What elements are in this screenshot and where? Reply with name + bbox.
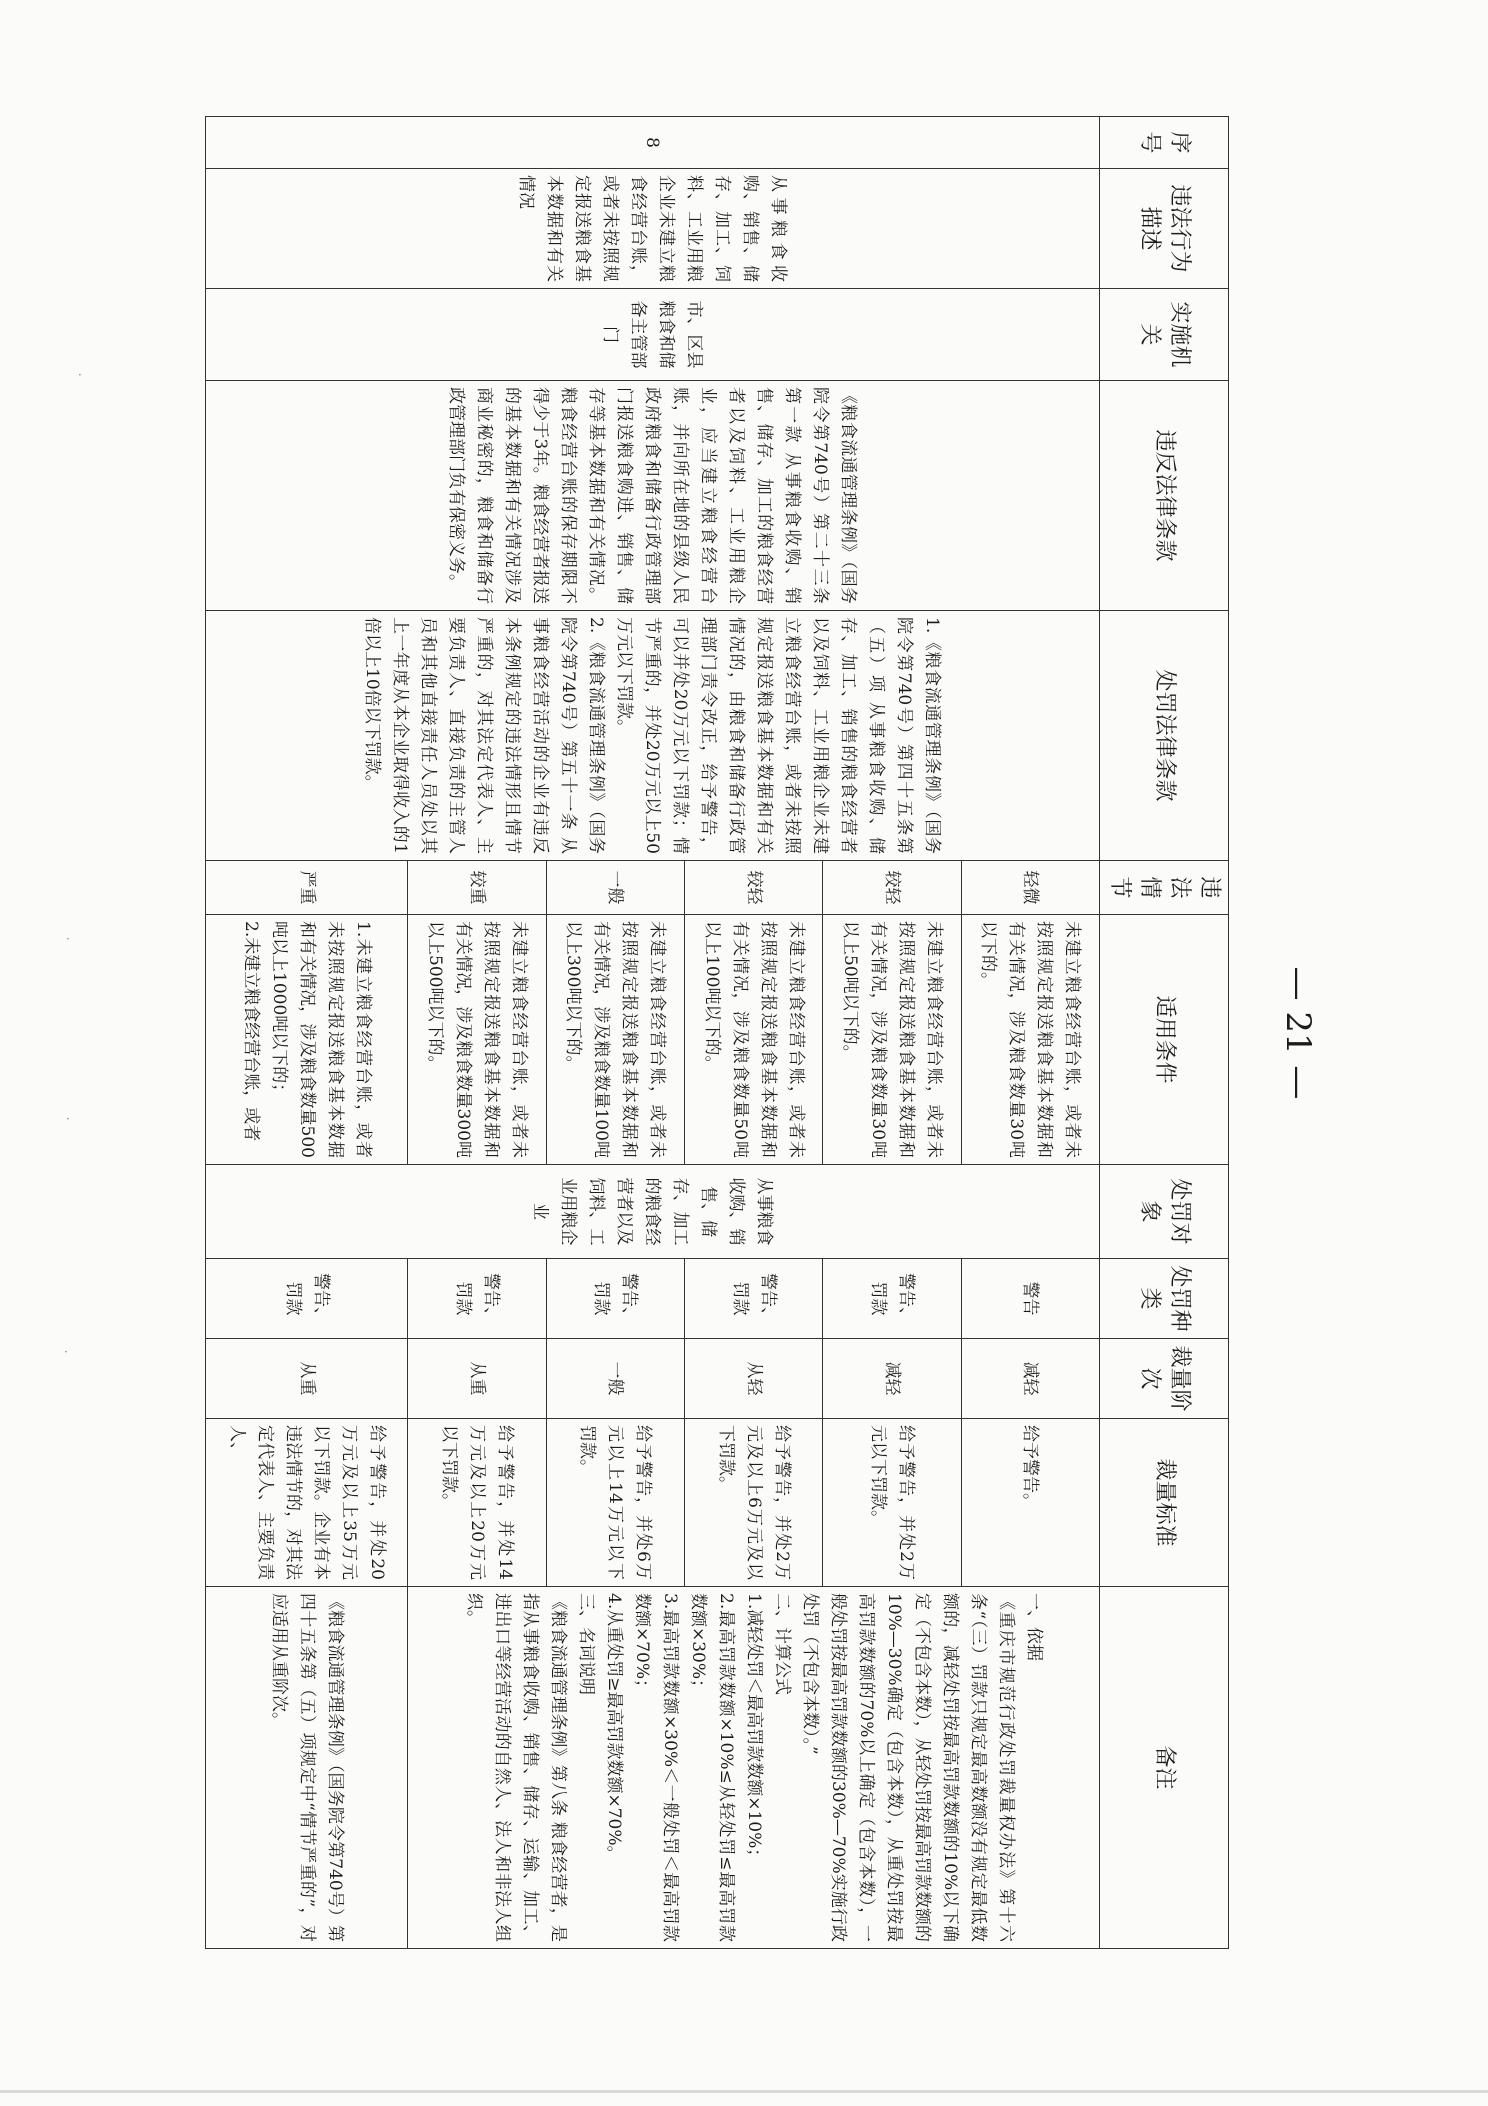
penalty-clause-text: 1.《粮食流通管理条例》（国务院令第740号）第四十五条第（五）项 从事粮食收购、储存、加工、销售的粮食经营者以及饲料、工业用粮企业未建立粮食经营台账，或者未按照规定报送粮食基本数据和有关情况的，由粮食和储备行政管理部门责令改正，给予警告，可以并处20万元以下罚款；情节严重的，并处20万元以上50万元以下罚款。 2.《粮食流通管理条例》（国务院令第740号）第五十一条 从事粮食经营活动的企业有违反本条例规定的违法情形且情节严重的，对其法定代表人、主要负责人、直接负责的主管人员和其他直接责任人员处以其上一年度从本企业取得收入的1倍以上10倍以下罚款。 — [362, 617, 943, 854]
header-row — [1100, 117, 1229, 1949]
cell-standard: 给予警告，并处2万元及以上6万元及以下罚款。 — [685, 1419, 823, 1587]
cell-condition — [206, 915, 408, 1165]
header-penalty-type: 处罚种类 — [1100, 1259, 1229, 1339]
scan-speck: · — [66, 1112, 70, 1126]
cell-seq: 8 — [206, 117, 1100, 169]
scan-speck: · — [64, 1345, 68, 1359]
header-seq: 序号 — [1100, 117, 1229, 169]
cell-agency: 市、区县粮食和储备主管部门 — [206, 289, 1100, 381]
page-number — [1268, 966, 1328, 1263]
scan-speck: · — [66, 932, 70, 946]
header-penalty-clause: 处罚法律条款 — [1100, 611, 1229, 861]
cell-circumstance: 轻微 — [961, 861, 1099, 915]
condition-text: 1.未建立粮食经营台账，或者未按照规定报送粮食基本数据和有关情况，涉及粮食数量500吨以上1000吨以下的； 2.未建立粮食经营台账，或者 — [240, 921, 373, 1158]
header-level: 裁量阶次 — [1100, 1339, 1229, 1419]
cell-circumstance: 较重 — [408, 861, 546, 915]
page-number-text: — 21 — — [1278, 966, 1318, 1100]
cell-condition: 未建立粮食经营台账，或者未按照规定报送粮食基本数据和有关情况，涉及粮食数量30吨以上50吨以下的。 — [823, 915, 961, 1165]
cell-remarks-2: 《粮食流通管理条例》（国务院令第740号）第四十五条第（五）项规定中“情节严重的”，对应适用从重阶次。 — [206, 1587, 408, 1949]
table-row — [961, 117, 1099, 1949]
cell-standard: 给予警告，并处6万元以上14万元以下罚款。 — [546, 1419, 684, 1587]
header-remarks: 备注 — [1100, 1587, 1229, 1949]
cell-penalty-type: 警告 — [961, 1259, 1099, 1339]
header-circumstance: 违法情节 — [1100, 861, 1229, 915]
cell-condition: 未建立粮食经营台账，或者未按照规定报送粮食基本数据和有关情况，涉及粮食数量50吨以上100吨以下的。 — [685, 915, 823, 1165]
penalty-table-rotated — [205, 116, 1229, 1948]
cell-standard: 给予警告，并处20万元及以上35万元以下罚款。企业有本违法情节的，对其法定代表人、主要负责人、 — [206, 1419, 408, 1587]
cell-description: 从事粮食收购、销售、储存、加工、饲料、工业用粮企业未建立粮食经营台账，或者未按照规定报送粮食基本数据和有关情况 — [206, 169, 1100, 289]
scan-speck: · — [78, 368, 82, 382]
header-description: 违法行为描述 — [1100, 169, 1229, 289]
cell-circumstance: 一般 — [546, 861, 684, 915]
cell-violated-clause: 《粮食流通管理条例》（国务院令第740号）第二十三条第一款 从事粮食收购、销售、储存、加工的粮食经营者以及饲料、工业用粮企业，应当建立粮食经营台账，并向所在地的县级人民政府粮食和储备行政管理部门报送粮食购进、销售、储存等基本数据和有关情况。粮食经营台账的保存期限不得少于3年。粮食经营者报送的基本数据和有关情况涉及商业秘密的，粮食和储备行政管理部门负有保密义务。 — [206, 381, 1100, 611]
cell-level: 从轻 — [685, 1339, 823, 1419]
cell-level: 一般 — [546, 1339, 684, 1419]
cell-standard: 给予警告，并处14万元及以上20万元以下罚款。 — [408, 1419, 546, 1587]
cell-condition: 未建立粮食经营台账，或者未按照规定报送粮食基本数据和有关情况，涉及粮食数量30吨以下的。 — [961, 915, 1099, 1165]
header-violated-clause: 违反法律条款 — [1100, 381, 1229, 611]
scan-edge-line — [0, 2090, 1488, 2093]
cell-circumstance: 较轻 — [823, 861, 961, 915]
cell-penalty-type: 警告、罚款 — [823, 1259, 961, 1339]
cell-penalty-type: 警告、罚款 — [685, 1259, 823, 1339]
cell-level: 从重 — [206, 1339, 408, 1419]
header-target: 处罚对象 — [1100, 1165, 1229, 1259]
remarks-1-text: 一、依据 《重庆市规范行政处罚裁量权办法》第十六条“（三）罚款只规定最高数额没有规定最低数额的，减轻处罚按最高罚款数额的10%以下确定（不包含本数），从轻处罚按最高罚款数额的10%—30%确定（包含本数），从重处罚按最高罚款数额的70%以上确定（包含本数），一般处罚按最高罚款数额的30%—70%实施行政处罚（不包含本数）。” 二、计算公式 1.减轻处罚＜最高罚款数额×10%； 2.最高罚款数额×10%≤从轻处罚≤最高罚款数额×30%； 3.最高罚款数额×30%＜一般处罚＜最高罚款数额×70%； 4.从重处罚≥最高罚款数额×70%。 三、名词说明 《粮食流通管理条例》第八条 粮食经营者，是指从事粮食收购、销售、储存、运输、加工、进出口等经营活动的自然人、法人和非法人组织。 — [463, 1593, 1044, 1942]
cell-level: 减轻 — [823, 1339, 961, 1419]
cell-penalty-type: 警告、罚款 — [206, 1259, 408, 1339]
cell-condition: 未建立粮食经营台账，或者未按照规定报送粮食基本数据和有关情况，涉及粮食数量100吨以上300吨以下的。 — [546, 915, 684, 1165]
cell-level: 减轻 — [961, 1339, 1099, 1419]
header-standard: 裁量标准 — [1100, 1419, 1229, 1587]
cell-condition: 未建立粮食经营台账，或者未按照规定报送粮食基本数据和有关情况，涉及粮食数量300吨以上500吨以下的。 — [408, 915, 546, 1165]
penalty-discretion-table — [205, 116, 1229, 1949]
cell-target: 从事粮食收购、销售、储存、加工的粮食经营者以及饲料、工业用粮企业 — [206, 1165, 1100, 1259]
header-condition: 适用条件 — [1100, 915, 1229, 1165]
cell-standard: 给予警告。 — [961, 1419, 1099, 1587]
cell-penalty-clause — [206, 611, 1100, 861]
cell-penalty-type: 警告、罚款 — [408, 1259, 546, 1339]
cell-circumstance: 严重 — [206, 861, 408, 915]
cell-circumstance: 较轻 — [685, 861, 823, 915]
cell-standard: 给予警告，并处2万元以下罚款。 — [823, 1419, 961, 1587]
cell-remarks-1 — [408, 1587, 1100, 1949]
cell-level: 从重 — [408, 1339, 546, 1419]
cell-penalty-type: 警告、罚款 — [546, 1259, 684, 1339]
header-agency: 实施机关 — [1100, 289, 1229, 381]
